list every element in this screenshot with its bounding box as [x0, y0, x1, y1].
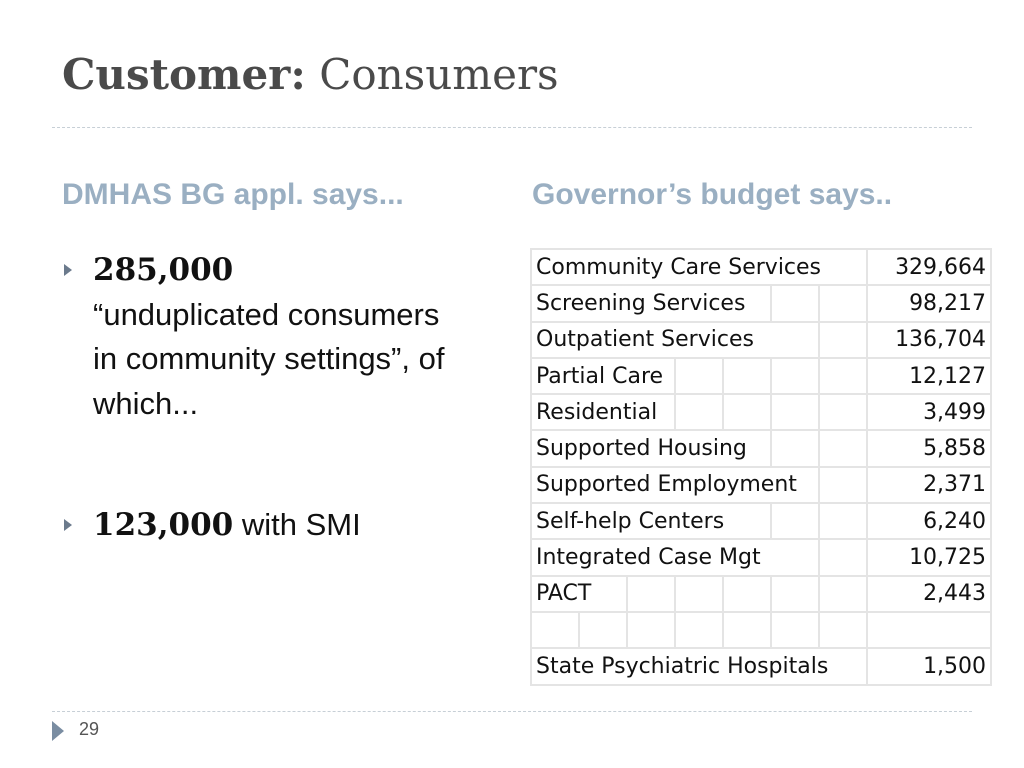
row-label: State Psychiatric Hospitals — [531, 648, 867, 684]
table-row — [531, 394, 991, 430]
bullet-number: 285,000 — [93, 252, 234, 288]
right-heading: Governor’s budget says.. — [532, 178, 893, 211]
table-row — [531, 430, 991, 466]
row-value: 136,704 — [867, 322, 991, 358]
row-value: 6,240 — [867, 503, 991, 539]
table-row — [531, 503, 991, 539]
empty-cell — [627, 576, 675, 612]
row-value: 10,725 — [867, 539, 991, 575]
empty-cell — [675, 394, 723, 430]
empty-cell — [579, 612, 627, 648]
row-label: Self-help Centers — [531, 503, 771, 539]
bottom-divider — [52, 711, 972, 712]
empty-cell — [819, 539, 867, 575]
page-number: 29 — [79, 719, 100, 739]
bullet-number: 123,000 — [93, 507, 234, 543]
row-label: Residential — [531, 394, 675, 430]
bullet-item-1 — [62, 248, 462, 426]
empty-cell — [723, 394, 771, 430]
empty-cell — [723, 358, 771, 394]
row-value: 12,127 — [867, 358, 991, 394]
budget-table — [530, 248, 992, 686]
empty-cell — [819, 612, 867, 648]
page-arrow-icon — [52, 721, 64, 741]
bullet-text: “unduplicated consumers in community settings”, of which... — [93, 296, 445, 421]
row-label: Supported Housing — [531, 430, 771, 466]
empty-cell — [723, 576, 771, 612]
empty-cell — [675, 576, 723, 612]
empty-cell — [819, 285, 867, 321]
row-label: PACT — [531, 576, 627, 612]
table-row — [531, 576, 991, 612]
bullet-text: with SMI — [241, 507, 361, 542]
empty-cell — [819, 467, 867, 503]
bullet-arrow-icon — [64, 519, 72, 531]
slide-title — [62, 50, 559, 99]
bullet-item-2 — [62, 503, 462, 548]
row-value: 5,858 — [867, 430, 991, 466]
empty-cell — [771, 430, 819, 466]
bullet-list — [62, 248, 462, 548]
empty-cell — [675, 612, 723, 648]
empty-cell — [771, 358, 819, 394]
table-row — [531, 612, 991, 648]
empty-cell — [771, 503, 819, 539]
table-row — [531, 467, 991, 503]
table-row — [531, 358, 991, 394]
empty-cell — [675, 358, 723, 394]
row-value: 329,664 — [867, 249, 991, 285]
empty-cell — [819, 503, 867, 539]
row-label: Partial Care — [531, 358, 675, 394]
row-label: Supported Employment — [531, 467, 819, 503]
row-value: 2,371 — [867, 467, 991, 503]
empty-cell — [627, 612, 675, 648]
row-value: 98,217 — [867, 285, 991, 321]
row-value: 1,500 — [867, 648, 991, 684]
title-bold: Customer: — [62, 50, 306, 99]
row-value: 2,443 — [867, 576, 991, 612]
table-row — [531, 249, 991, 285]
row-label: Community Care Services — [531, 249, 867, 285]
table-row — [531, 648, 991, 684]
table-row — [531, 322, 991, 358]
empty-cell — [819, 576, 867, 612]
empty-cell — [531, 612, 579, 648]
table-row — [531, 285, 991, 321]
bullet-arrow-icon — [64, 264, 72, 276]
top-divider — [52, 127, 972, 128]
empty-cell — [819, 430, 867, 466]
empty-cell — [771, 612, 819, 648]
empty-cell — [723, 612, 771, 648]
row-label: Screening Services — [531, 285, 771, 321]
title-rest: Consumers — [319, 50, 559, 99]
table-row — [531, 539, 991, 575]
row-value: 3,499 — [867, 394, 991, 430]
row-label: Integrated Case Mgt — [531, 539, 819, 575]
empty-cell — [771, 394, 819, 430]
empty-cell — [819, 322, 867, 358]
left-heading: DMHAS BG appl. says... — [62, 178, 404, 211]
empty-cell — [771, 576, 819, 612]
row-label: Outpatient Services — [531, 322, 819, 358]
empty-cell — [819, 358, 867, 394]
empty-cell — [771, 285, 819, 321]
empty-cell — [867, 612, 991, 648]
empty-cell — [819, 394, 867, 430]
